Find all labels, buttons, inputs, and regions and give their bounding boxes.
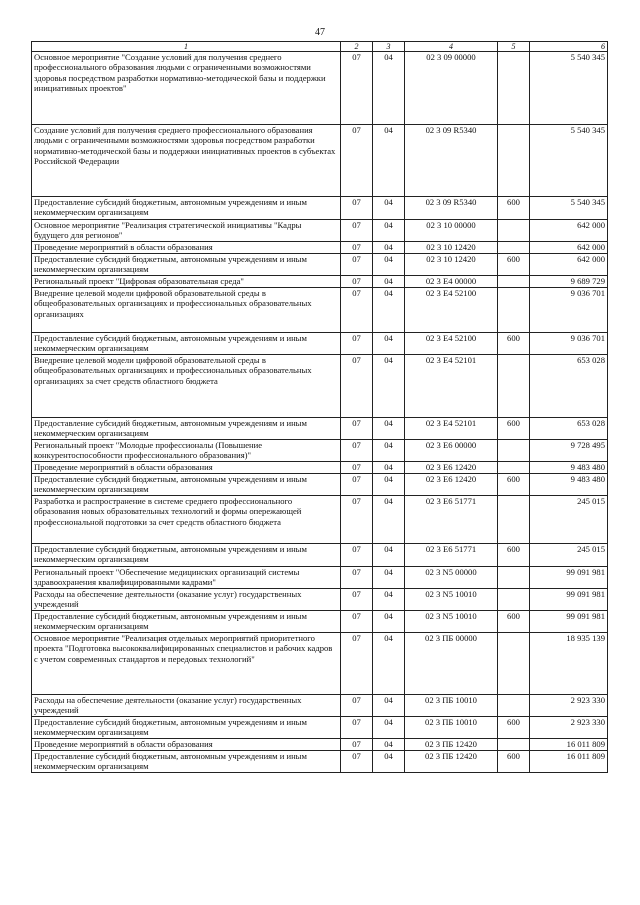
amount-cell: 653 028	[530, 355, 608, 418]
table-row	[32, 611, 608, 633]
row-name-cell: Проведение мероприятий в области образования	[32, 242, 341, 254]
amount-cell: 2 923 330	[530, 695, 608, 717]
table-row	[32, 717, 608, 739]
amount-cell: 9 036 701	[530, 333, 608, 355]
table-row	[32, 440, 608, 462]
section-cell: 07	[341, 440, 373, 462]
expense-type-cell	[498, 220, 530, 242]
row-name-cell: Основное мероприятие "Реализация отдельных мероприятий приоритетного проекта "Подготовка высококвалифицированных специалистов и рабочих кадров с учетом современных стандартов и передовых технологий"	[32, 633, 341, 695]
row-name-cell: Предоставление субсидий бюджетным, автономным учреждениям и иным некоммерческим организациям	[32, 333, 341, 355]
target-article-cell: 02 3 N5 00000	[405, 567, 498, 589]
section-cell: 07	[341, 462, 373, 474]
row-name-cell: Предоставление субсидий бюджетным, автономным учреждениям и иным некоммерческим организациям	[32, 751, 341, 773]
row-name-cell: Разработка и распространение в системе среднего профессионального образования новых образовательных технологий и формы опережающей профессиональной подготовки за счет средств областного бюджета	[32, 496, 341, 544]
amount-cell: 5 540 345	[530, 197, 608, 220]
row-name-cell: Расходы на обеспечение деятельности (оказание услуг) государственных учреждений	[32, 695, 341, 717]
row-name-cell: Внедрение целевой модели цифровой образовательной среды в общеобразовательных организациях и профессиональных образовательных организациях	[32, 288, 341, 333]
amount-cell: 642 000	[530, 220, 608, 242]
subsection-cell: 04	[373, 125, 405, 197]
subsection-cell: 04	[373, 589, 405, 611]
section-cell: 07	[341, 288, 373, 333]
expense-type-cell	[498, 462, 530, 474]
table-row	[32, 254, 608, 276]
amount-cell: 16 011 809	[530, 739, 608, 751]
subsection-cell: 04	[373, 751, 405, 773]
subsection-cell: 04	[373, 717, 405, 739]
table-body	[32, 52, 608, 773]
expense-type-cell	[498, 440, 530, 462]
table-header-row	[32, 42, 608, 52]
table-row	[32, 418, 608, 440]
expense-type-cell	[498, 288, 530, 333]
target-article-cell: 02 3 E6 51771	[405, 544, 498, 567]
expense-type-cell	[498, 125, 530, 197]
section-cell: 07	[341, 544, 373, 567]
table-row	[32, 496, 608, 544]
column-header-3: 3	[373, 42, 405, 52]
table-row	[32, 220, 608, 242]
amount-cell: 99 091 981	[530, 611, 608, 633]
row-name-cell: Проведение мероприятий в области образования	[32, 462, 341, 474]
expense-type-cell	[498, 739, 530, 751]
expense-type-cell: 600	[498, 197, 530, 220]
row-name-cell: Предоставление субсидий бюджетным, автономным учреждениям и иным некоммерческим организациям	[32, 544, 341, 567]
target-article-cell: 02 3 ПБ 10010	[405, 717, 498, 739]
subsection-cell: 04	[373, 440, 405, 462]
section-cell: 07	[341, 611, 373, 633]
section-cell: 07	[341, 125, 373, 197]
target-article-cell: 02 3 E4 52101	[405, 418, 498, 440]
target-article-cell: 02 3 N5 10010	[405, 611, 498, 633]
section-cell: 07	[341, 567, 373, 589]
table-row	[32, 276, 608, 288]
amount-cell: 245 015	[530, 544, 608, 567]
section-cell: 07	[341, 739, 373, 751]
target-article-cell: 02 3 E6 12420	[405, 462, 498, 474]
row-name-cell: Предоставление субсидий бюджетным, автономным учреждениям и иным некоммерческим организациям	[32, 418, 341, 440]
column-header-5: 5	[498, 42, 530, 52]
amount-cell: 653 028	[530, 418, 608, 440]
row-name-cell: Предоставление субсидий бюджетным, автономным учреждениям и иным некоммерческим организациям	[32, 474, 341, 496]
expense-type-cell	[498, 52, 530, 125]
section-cell: 07	[341, 633, 373, 695]
subsection-cell: 04	[373, 197, 405, 220]
amount-cell: 9 483 480	[530, 474, 608, 496]
amount-cell: 9 036 701	[530, 288, 608, 333]
section-cell: 07	[341, 254, 373, 276]
expense-type-cell	[498, 695, 530, 717]
section-cell: 07	[341, 242, 373, 254]
subsection-cell: 04	[373, 496, 405, 544]
subsection-cell: 04	[373, 633, 405, 695]
section-cell: 07	[341, 355, 373, 418]
page-number: 47	[315, 27, 325, 38]
target-article-cell: 02 3 E4 52100	[405, 288, 498, 333]
amount-cell: 99 091 981	[530, 567, 608, 589]
expense-type-cell: 600	[498, 418, 530, 440]
expense-type-cell	[498, 355, 530, 418]
section-cell: 07	[341, 333, 373, 355]
expense-type-cell: 600	[498, 544, 530, 567]
row-name-cell: Региональный проект "Цифровая образовательная среда"	[32, 276, 341, 288]
section-cell: 07	[341, 197, 373, 220]
table-row	[32, 633, 608, 695]
subsection-cell: 04	[373, 611, 405, 633]
table-row	[32, 751, 608, 773]
amount-cell: 9 689 729	[530, 276, 608, 288]
subsection-cell: 04	[373, 739, 405, 751]
row-name-cell: Основное мероприятие "Создание условий для получения среднего профессионального образования людьми с ограниченными возможностями здоровья посредством разработки нормативно-методической базы и поддержки инициативных проектов"	[32, 52, 341, 125]
table-row	[32, 462, 608, 474]
subsection-cell: 04	[373, 254, 405, 276]
subsection-cell: 04	[373, 52, 405, 125]
row-name-cell: Региональный проект "Обеспечение медицинских организаций системы здравоохранения квалифицированными кадрами"	[32, 567, 341, 589]
table-row	[32, 197, 608, 220]
row-name-cell: Внедрение целевой модели цифровой образовательной среды в общеобразовательных организациях и профессиональных образовательных организациях за счет средств областного бюджета	[32, 355, 341, 418]
expense-type-cell: 600	[498, 333, 530, 355]
target-article-cell: 02 3 10 12420	[405, 254, 498, 276]
expense-type-cell	[498, 567, 530, 589]
section-cell: 07	[341, 474, 373, 496]
target-article-cell: 02 3 10 00000	[405, 220, 498, 242]
table-row	[32, 474, 608, 496]
table-row	[32, 242, 608, 254]
subsection-cell: 04	[373, 474, 405, 496]
budget-table	[31, 41, 608, 773]
row-name-cell: Предоставление субсидий бюджетным, автономным учреждениям и иным некоммерческим организациям	[32, 254, 341, 276]
section-cell: 07	[341, 496, 373, 544]
row-name-cell: Расходы на обеспечение деятельности (оказание услуг) государственных учреждений	[32, 589, 341, 611]
subsection-cell: 04	[373, 242, 405, 254]
target-article-cell: 02 3 E6 51771	[405, 496, 498, 544]
section-cell: 07	[341, 751, 373, 773]
subsection-cell: 04	[373, 355, 405, 418]
table-row	[32, 125, 608, 197]
row-name-cell: Региональный проект "Молодые профессионалы (Повышение конкурентоспособности профессионального образования)"	[32, 440, 341, 462]
target-article-cell: 02 3 E6 12420	[405, 474, 498, 496]
expense-type-cell	[498, 633, 530, 695]
row-name-cell: Предоставление субсидий бюджетным, автономным учреждениям и иным некоммерческим организациям	[32, 611, 341, 633]
table-row	[32, 288, 608, 333]
amount-cell: 5 540 345	[530, 125, 608, 197]
amount-cell: 9 728 495	[530, 440, 608, 462]
subsection-cell: 04	[373, 220, 405, 242]
section-cell: 07	[341, 220, 373, 242]
expense-type-cell	[498, 496, 530, 544]
subsection-cell: 04	[373, 288, 405, 333]
amount-cell: 99 091 981	[530, 589, 608, 611]
subsection-cell: 04	[373, 567, 405, 589]
target-article-cell: 02 3 ПБ 10010	[405, 695, 498, 717]
amount-cell: 18 935 139	[530, 633, 608, 695]
expense-type-cell: 600	[498, 254, 530, 276]
target-article-cell: 02 3 09 00000	[405, 52, 498, 125]
section-cell: 07	[341, 717, 373, 739]
target-article-cell: 02 3 E6 00000	[405, 440, 498, 462]
subsection-cell: 04	[373, 462, 405, 474]
amount-cell: 16 011 809	[530, 751, 608, 773]
target-article-cell: 02 3 ПБ 00000	[405, 633, 498, 695]
table-row	[32, 589, 608, 611]
row-name-cell: Проведение мероприятий в области образования	[32, 739, 341, 751]
subsection-cell: 04	[373, 333, 405, 355]
subsection-cell: 04	[373, 276, 405, 288]
section-cell: 07	[341, 589, 373, 611]
column-header-2: 2	[341, 42, 373, 52]
target-article-cell: 02 3 N5 10010	[405, 589, 498, 611]
target-article-cell: 02 3 ПБ 12420	[405, 751, 498, 773]
amount-cell: 5 540 345	[530, 52, 608, 125]
expense-type-cell: 600	[498, 717, 530, 739]
amount-cell: 2 923 330	[530, 717, 608, 739]
target-article-cell: 02 3 10 12420	[405, 242, 498, 254]
row-name-cell: Предоставление субсидий бюджетным, автономным учреждениям и иным некоммерческим организациям	[32, 197, 341, 220]
target-article-cell: 02 3 09 R5340	[405, 125, 498, 197]
table-row	[32, 333, 608, 355]
table-row	[32, 695, 608, 717]
expense-type-cell: 600	[498, 611, 530, 633]
column-header-6: 6	[530, 42, 608, 52]
target-article-cell: 02 3 09 R5340	[405, 197, 498, 220]
expense-type-cell: 600	[498, 751, 530, 773]
amount-cell: 642 000	[530, 254, 608, 276]
target-article-cell: 02 3 E4 00000	[405, 276, 498, 288]
target-article-cell: 02 3 ПБ 12420	[405, 739, 498, 751]
expense-type-cell: 600	[498, 474, 530, 496]
section-cell: 07	[341, 695, 373, 717]
section-cell: 07	[341, 418, 373, 440]
table-row	[32, 355, 608, 418]
table-row	[32, 52, 608, 125]
subsection-cell: 04	[373, 544, 405, 567]
column-header-4: 4	[405, 42, 498, 52]
subsection-cell: 04	[373, 695, 405, 717]
row-name-cell: Основное мероприятие "Реализация стратегической инициативы "Кадры будущего для регионов"	[32, 220, 341, 242]
amount-cell: 642 000	[530, 242, 608, 254]
expense-type-cell	[498, 589, 530, 611]
amount-cell: 9 483 480	[530, 462, 608, 474]
subsection-cell: 04	[373, 418, 405, 440]
target-article-cell: 02 3 E4 52101	[405, 355, 498, 418]
amount-cell: 245 015	[530, 496, 608, 544]
target-article-cell: 02 3 E4 52100	[405, 333, 498, 355]
row-name-cell: Создание условий для получения среднего профессионального образования людьми с ограниченными возможностями здоровья посредством разработки нормативно-методической базы и поддержки инициативных проектов в субъектах Российской Федерации	[32, 125, 341, 197]
expense-type-cell	[498, 242, 530, 254]
table-row	[32, 567, 608, 589]
expense-type-cell	[498, 276, 530, 288]
table-row	[32, 544, 608, 567]
column-header-1: 1	[32, 42, 341, 52]
row-name-cell: Предоставление субсидий бюджетным, автономным учреждениям и иным некоммерческим организациям	[32, 717, 341, 739]
section-cell: 07	[341, 276, 373, 288]
section-cell: 07	[341, 52, 373, 125]
table-row	[32, 739, 608, 751]
